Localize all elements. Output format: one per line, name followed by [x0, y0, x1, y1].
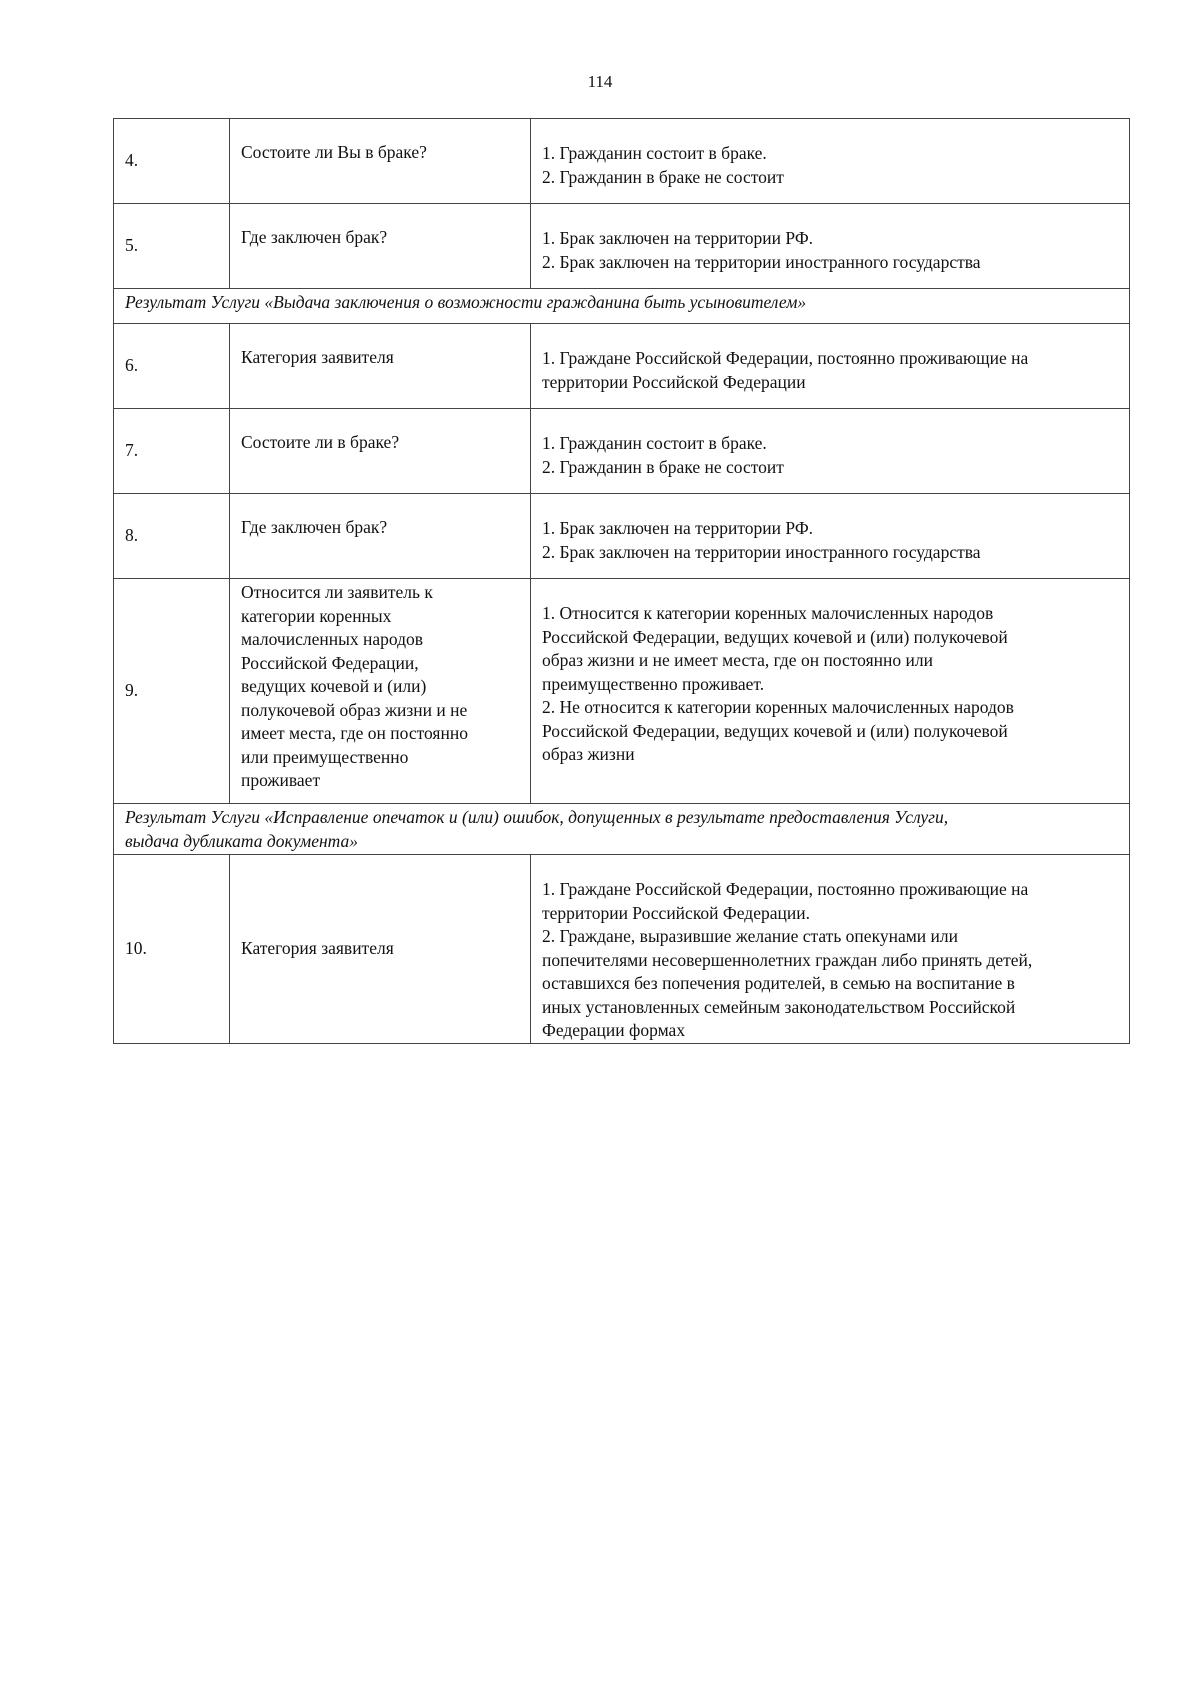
table-row — [114, 494, 1130, 579]
question-cell: Категория заявителя — [230, 855, 531, 1044]
table-row — [114, 119, 1130, 204]
answer-line: 2. Граждане, выразившие желание стать опекунами или — [542, 926, 958, 946]
row-number: 5. — [114, 204, 230, 289]
question-cell: Состоите ли в браке? — [230, 409, 531, 494]
page-number: 114 — [587, 72, 613, 91]
row-number: 10. — [114, 855, 230, 1044]
question-cell: Где заключен брак? — [230, 494, 531, 579]
question-line: имеет места, где он постоянно — [241, 723, 468, 743]
question-line: полукочевой образ жизни и не — [241, 699, 468, 720]
answer-cell — [531, 204, 1130, 289]
answer-line: попечителями несовершеннолетних граждан либо принять детей, — [542, 949, 1033, 970]
question-cell: Где заключен брак? — [230, 204, 531, 289]
criteria-table — [113, 118, 1130, 1044]
row-number: 4. — [114, 119, 230, 204]
row-number: 8. — [114, 494, 230, 579]
answer-line: территории Российской Федерации — [542, 371, 806, 392]
section-row — [114, 804, 1130, 855]
answer-line: Российской Федерации, ведущих кочевой и (или) полукочевой — [542, 626, 1008, 647]
answer-cell — [531, 494, 1130, 579]
question-cell: Состоите ли Вы в браке? — [230, 119, 531, 204]
answer-line: 2. Гражданин в браке не состоит — [542, 456, 784, 477]
answer-cell — [531, 579, 1130, 804]
answer-line: 1. Граждане Российской Федерации, постоянно проживающие на — [542, 348, 1029, 368]
answer-line: 2. Брак заключен на территории иностранного государства — [542, 251, 981, 272]
question-line: или преимущественно — [241, 746, 409, 767]
answer-line: Федерации формах — [542, 1020, 686, 1040]
row-number: 9. — [114, 579, 230, 804]
table-row — [114, 204, 1130, 289]
answer-line: 2. Не относится к категории коренных малочисленных народов — [542, 697, 1014, 717]
answer-cell — [531, 409, 1130, 494]
question-line: Российской Федерации, — [241, 652, 419, 673]
answer-cell — [531, 855, 1130, 1044]
row-number: 6. — [114, 324, 230, 409]
question-cell — [230, 579, 531, 804]
answer-cell — [531, 324, 1130, 409]
table-row — [114, 855, 1130, 1044]
table-row — [114, 409, 1130, 494]
answer-line: 1. Гражданин состоит в браке. — [542, 143, 767, 163]
answer-line: оставшихся без попечения родителей, в семью на воспитание в — [542, 973, 1015, 993]
answer-line: 1. Относится к категории коренных малочисленных народов — [542, 603, 994, 623]
table-row — [114, 324, 1130, 409]
section-heading-line: выдача дубликата документа» — [125, 830, 358, 851]
section-heading — [114, 804, 1130, 855]
row-number: 7. — [114, 409, 230, 494]
answer-line: образ жизни и не имеет места, где он постоянно или — [542, 650, 933, 670]
answer-cell — [531, 119, 1130, 204]
answer-line: 1. Граждане Российской Федерации, постоянно проживающие на — [542, 879, 1029, 899]
section-heading-line: Результат Услуги «Выдача заключения о возможности гражданина быть усыновителем» — [125, 292, 807, 312]
question-line: ведущих кочевой и (или) — [241, 676, 427, 696]
question-line: малочисленных народов — [241, 629, 423, 649]
question-cell: Категория заявителя — [230, 324, 531, 409]
section-row — [114, 289, 1130, 324]
answer-line: иных установленных семейным законодательством Российской — [542, 996, 1016, 1017]
table-row — [114, 579, 1130, 804]
section-heading-line: Результат Услуги «Исправление опечаток и (или) ошибок, допущенных в результате предоставления Услуги, — [125, 807, 949, 827]
answer-line: образ жизни — [542, 744, 635, 764]
question-line: Относится ли заявитель к — [241, 582, 433, 602]
answer-line: территории Российской Федерации. — [542, 902, 810, 923]
answer-line: Российской Федерации, ведущих кочевой и (или) полукочевой — [542, 720, 1008, 741]
question-line: проживает — [241, 770, 321, 790]
section-heading — [114, 289, 1130, 324]
answer-line: 1. Брак заключен на территории РФ. — [542, 518, 814, 538]
answer-line: 1. Гражданин состоит в браке. — [542, 433, 767, 453]
question-line: категории коренных — [241, 605, 392, 626]
answer-line: 1. Брак заключен на территории РФ. — [542, 228, 814, 248]
answer-line: 2. Брак заключен на территории иностранного государства — [542, 541, 981, 562]
answer-line: 2. Гражданин в браке не состоит — [542, 166, 784, 187]
answer-line: преимущественно проживает. — [542, 673, 765, 694]
